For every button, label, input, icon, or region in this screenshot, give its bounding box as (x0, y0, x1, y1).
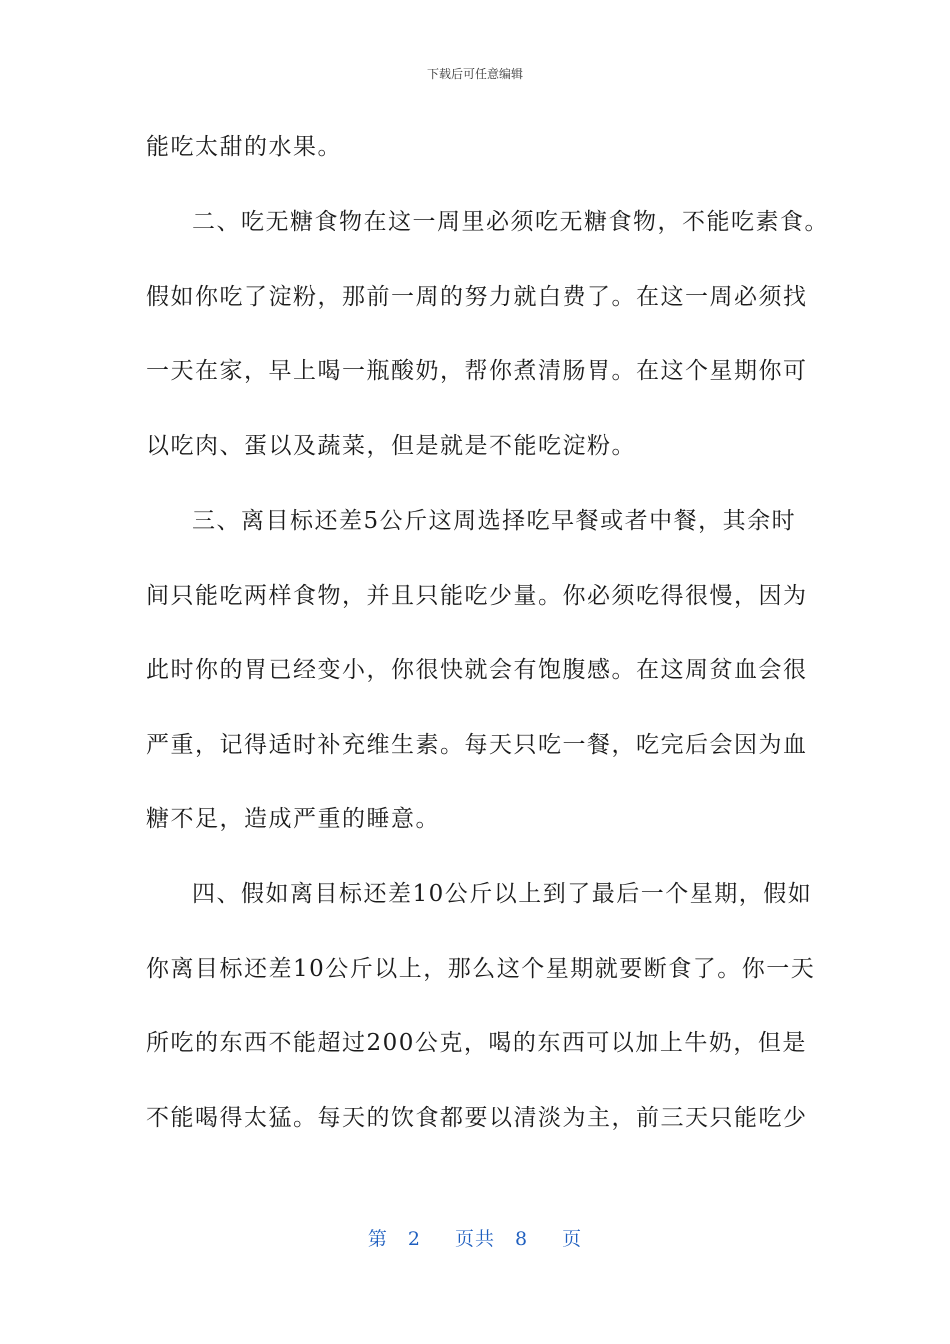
page-label-suffix: 页 (562, 1228, 583, 1250)
page-label-middle: 页共 (454, 1228, 495, 1250)
paragraph-line: 所吃的东西不能超过200公克，喝的东西可以加上牛奶，但是 (146, 1030, 807, 1056)
paragraph-line: 四、假如离目标还差10公斤以上到了最后一个星期，假如 (192, 881, 813, 907)
page-footer (0, 1226, 950, 1252)
paragraph-line: 假如你吃了淀粉，那前一周的努力就白费了。在这一周必须找 (146, 284, 808, 310)
paragraph-line: 能吃太甜的水果。 (146, 134, 342, 160)
paragraph-line: 二、吃无糖食物在这一周里必须吃无糖食物，不能吃素食。 (192, 209, 829, 235)
page-number: 2 (407, 1228, 421, 1250)
page-label-prefix: 第 (367, 1228, 388, 1250)
paragraph-line: 间只能吃两样食物，并且只能吃少量。你必须吃得很慢，因为 (146, 583, 808, 609)
paragraph-line: 三、离目标还差5公斤这周选择吃早餐或者中餐，其余时 (192, 508, 797, 534)
page-total: 8 (515, 1228, 529, 1250)
paragraph-line: 你离目标还差10公斤以上，那么这个星期就要断食了。你一天 (146, 956, 816, 982)
paragraph-line: 一天在家，早上喝一瓶酸奶，帮你煮清肠胃。在这个星期你可 (146, 358, 808, 384)
paragraph-line: 严重，记得适时补充维生素。每天只吃一餐，吃完后会因为血 (146, 732, 808, 758)
paragraph-line: 不能喝得太猛。每天的饮食都要以清淡为主，前三天只能吃少 (146, 1105, 808, 1131)
paragraph-line: 此时你的胃已经变小，你很快就会有饱腹感。在这周贫血会很 (146, 657, 808, 683)
page-header: 下载后可任意编辑 (426, 67, 523, 81)
paragraph-line: 糖不足，造成严重的睡意。 (146, 806, 440, 832)
paragraph-line: 以吃肉、蛋以及蔬菜，但是就是不能吃淀粉。 (146, 433, 636, 459)
